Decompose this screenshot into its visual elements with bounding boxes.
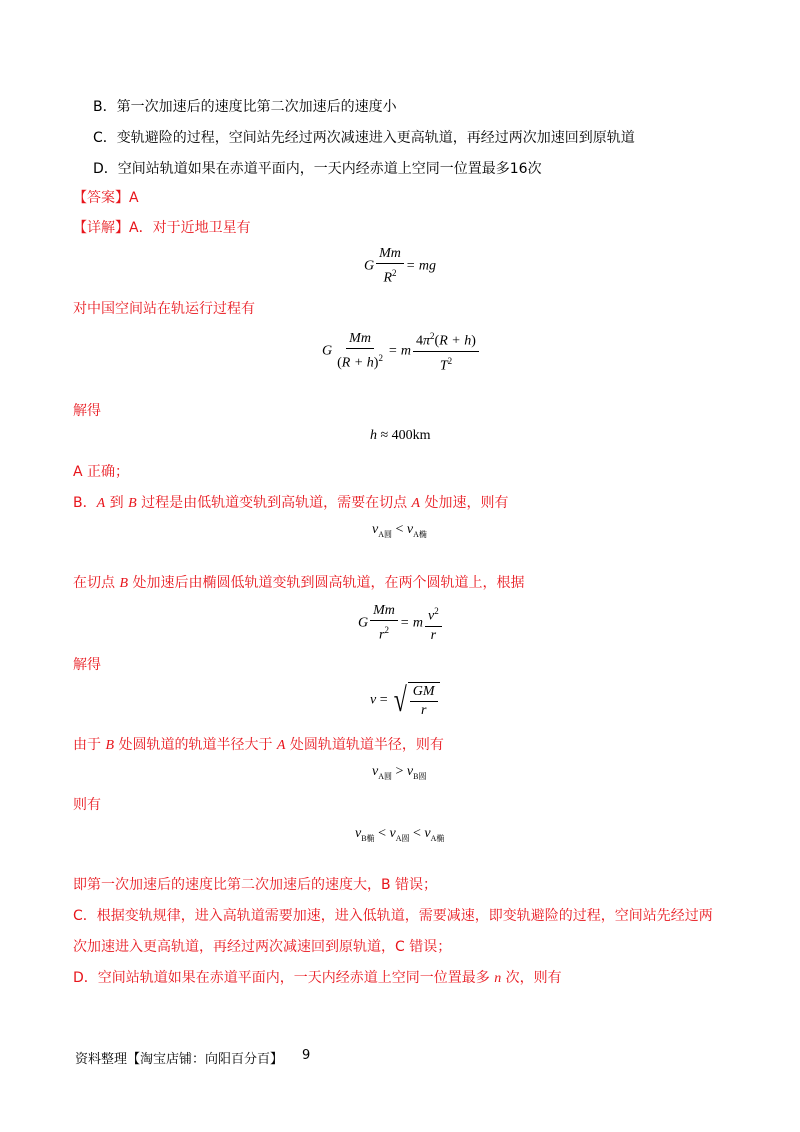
- equation-4: $v_{A圆} < v_{A椭}$: [372, 522, 427, 539]
- d-line: [73, 968, 562, 989]
- a-correct: A 正确；: [73, 464, 130, 480]
- footer-text: 资料整理【淘宝店铺：向阳百分百】: [75, 1052, 284, 1067]
- since-text-3: 处圆轨道轨道半径，则有: [285, 737, 444, 753]
- option-c: C．变轨避险的过程，空间站先经过两次减速进入更高轨道，再经过两次加速回到原轨道: [93, 130, 635, 146]
- option-d: D．空间站轨道如果在赤道平面内，一天内经赤道上空同一位置最多16次: [93, 161, 542, 177]
- b-explanation: [73, 493, 509, 514]
- point-a: A: [96, 496, 106, 511]
- c-line-2: 次加速进入更高轨道，再经过两次减速回到原轨道，C 错误；: [73, 939, 452, 955]
- tangent-text-2: 处加速后由椭圆低轨道变轨到圆高轨道，在两个圆轨道上，根据: [128, 575, 525, 591]
- page-number: 9: [302, 1048, 311, 1063]
- point-a-3: A: [276, 738, 286, 753]
- c-line-1: C．根据变轨规律，进入高轨道需要加速，进入低轨道，需要减速，即变轨避险的过程，空间站先经过两: [73, 908, 713, 924]
- since-text-2: 处圆轨道的轨道半径大于: [114, 737, 277, 753]
- point-a-2: A: [411, 496, 421, 511]
- d-line-1: D．空间站轨道如果在赤道平面内，一天内经赤道上空同一位置最多: [73, 970, 495, 986]
- equation-2: G $\frac{Mm}{(R + h)^2}$ = m $\frac{4\pi^2(R + h)}{T^2}$: [322, 328, 481, 374]
- equation-1: G $\frac{Mm}{R^2}$ = mg: [364, 246, 436, 286]
- station-text: 对中国空间站在轨运行过程有: [73, 301, 255, 317]
- answer: 【答案】A: [73, 190, 139, 206]
- point-b-2: B: [119, 576, 129, 591]
- detail-head: 【详解】A．对于近地卫星有: [73, 220, 251, 236]
- point-b: B: [128, 496, 137, 511]
- d-line-2: 次，则有: [501, 970, 562, 986]
- solve-1: 解得: [73, 403, 101, 419]
- equation-8: $v_{B椭} < v_{A圆} < v_{A椭}$: [355, 826, 445, 843]
- b-text-3: 处加速，则有: [420, 495, 509, 511]
- tangent-text-1: 在切点: [73, 575, 120, 591]
- point-b-3: B: [105, 738, 115, 753]
- equation-5: G $\frac{Mm}{r^2}$ = m $\frac{v^2}{r}$: [358, 603, 444, 644]
- tangent-text: [73, 573, 524, 594]
- since-text: [73, 735, 444, 756]
- b-to: 到: [105, 495, 129, 511]
- b-text-2: 过程是由低轨道变轨到高轨道，需要在切点: [136, 495, 412, 511]
- equation-3: h ≈ 400km: [370, 428, 431, 443]
- b-conclusion: 即第一次加速后的速度比第二次加速后的速度大，B 错误；: [73, 877, 438, 893]
- b-label: B．: [73, 495, 97, 511]
- equation-7: $v_{A圆} > v_{B圆}$: [372, 764, 427, 781]
- variable-n: n: [494, 971, 502, 986]
- equation-6: v = √ $\frac{GM}{r}$: [370, 682, 440, 719]
- then-text: 则有: [73, 797, 101, 813]
- since-text-1: 由于: [73, 737, 106, 753]
- option-b: B．第一次加速后的速度比第二次加速后的速度小: [93, 99, 397, 115]
- solve-2: 解得: [73, 657, 101, 673]
